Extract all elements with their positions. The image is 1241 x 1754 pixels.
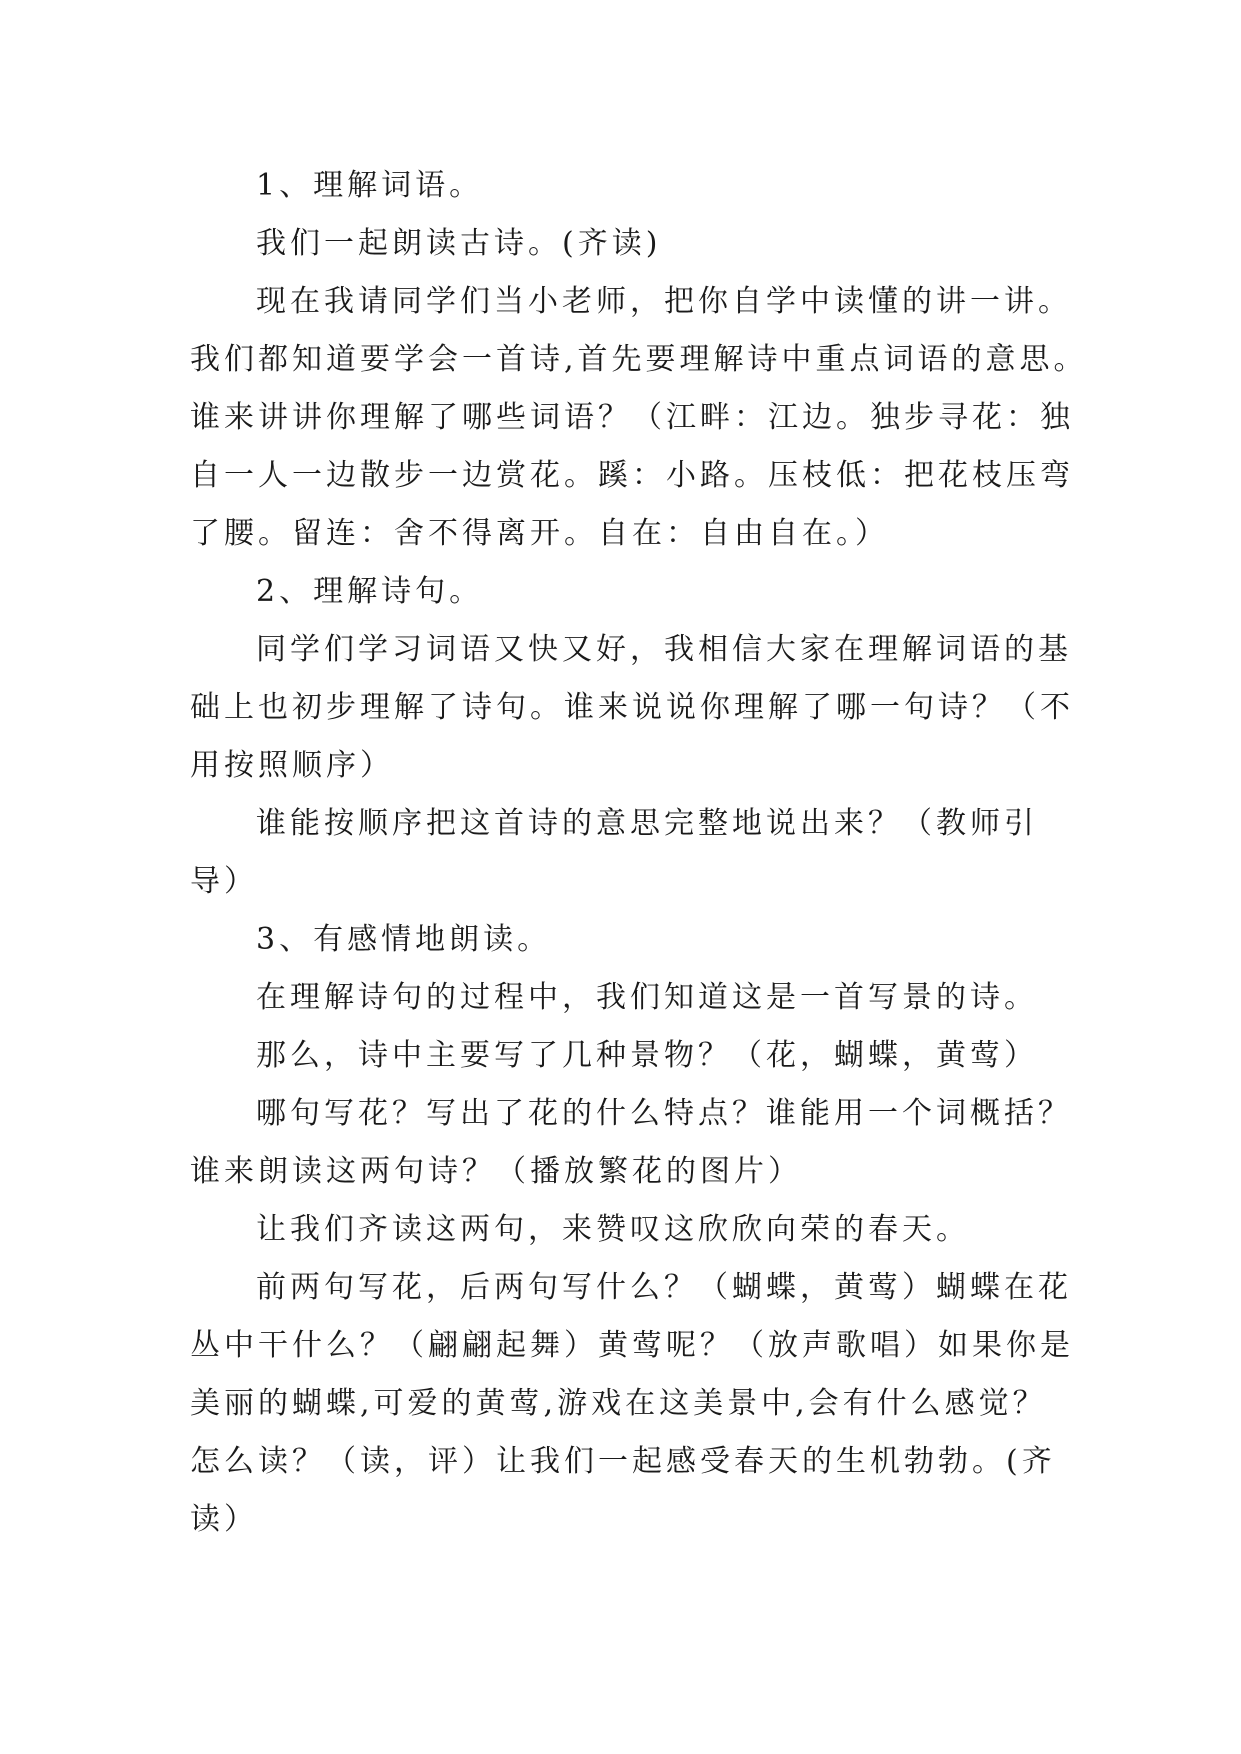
paragraph-line: 础上也初步理解了诗句。谁来说说你理解了哪一句诗？（不 [190,690,1074,725]
paragraph-line: 在理解诗句的过程中，我们知道这是一首写景的诗。 [256,980,1038,1015]
paragraph-line: 我们都知道要学会一首诗,首先要理解诗中重点词语的意思。 [190,342,1088,377]
paragraph-line: 怎么读？（读，评）让我们一起感受春天的生机勃勃。(齐 [190,1444,1056,1479]
paragraph-line: 现在我请同学们当小老师，把你自学中读懂的讲一讲。 [256,284,1072,319]
paragraph-line: 读） [190,1502,258,1537]
paragraph-line: 了腰。留连：舍不得离开。自在：自由自在。） [190,516,889,551]
section-heading-2: 2、理解诗句。 [256,574,484,609]
paragraph-line: 让我们齐读这两句，来赞叹这欣欣向荣的春天。 [256,1212,970,1247]
paragraph-line: 美丽的蝴蝶,可爱的黄莺,游戏在这美景中,会有什么感觉？ [190,1386,1047,1421]
paragraph-line: 同学们学习词语又快又好，我相信大家在理解词语的基 [256,632,1072,667]
paragraph-line: 用按照顺序） [190,748,394,783]
paragraph-line: 我们一起朗读古诗。(齐读) [256,226,662,261]
paragraph-line: 哪句写花？写出了花的什么特点？谁能用一个词概括？ [256,1096,1072,1131]
paragraph-line: 谁能按顺序把这首诗的意思完整地说出来？（教师引 [256,806,1038,841]
paragraph-line: 前两句写花，后两句写什么？（蝴蝶，黄莺）蝴蝶在花 [256,1270,1072,1305]
paragraph-line: 那么，诗中主要写了几种景物？（花，蝴蝶，黄莺） [256,1038,1038,1073]
paragraph-line: 谁来讲讲你理解了哪些词语？（江畔：江边。独步寻花：独 [190,400,1074,435]
paragraph-line: 自一人一边散步一边赏花。蹊：小路。压枝低：把花枝压弯 [190,458,1074,493]
paragraph-line: 导） [190,864,258,899]
paragraph-line: 谁来朗读这两句诗？（播放繁花的图片） [190,1154,802,1189]
section-heading-1: 1、理解词语。 [256,168,484,203]
paragraph-line: 丛中干什么？（翩翩起舞）黄莺呢？（放声歌唱）如果你是 [190,1328,1074,1363]
section-heading-3: 3、有感情地朗读。 [256,922,552,957]
